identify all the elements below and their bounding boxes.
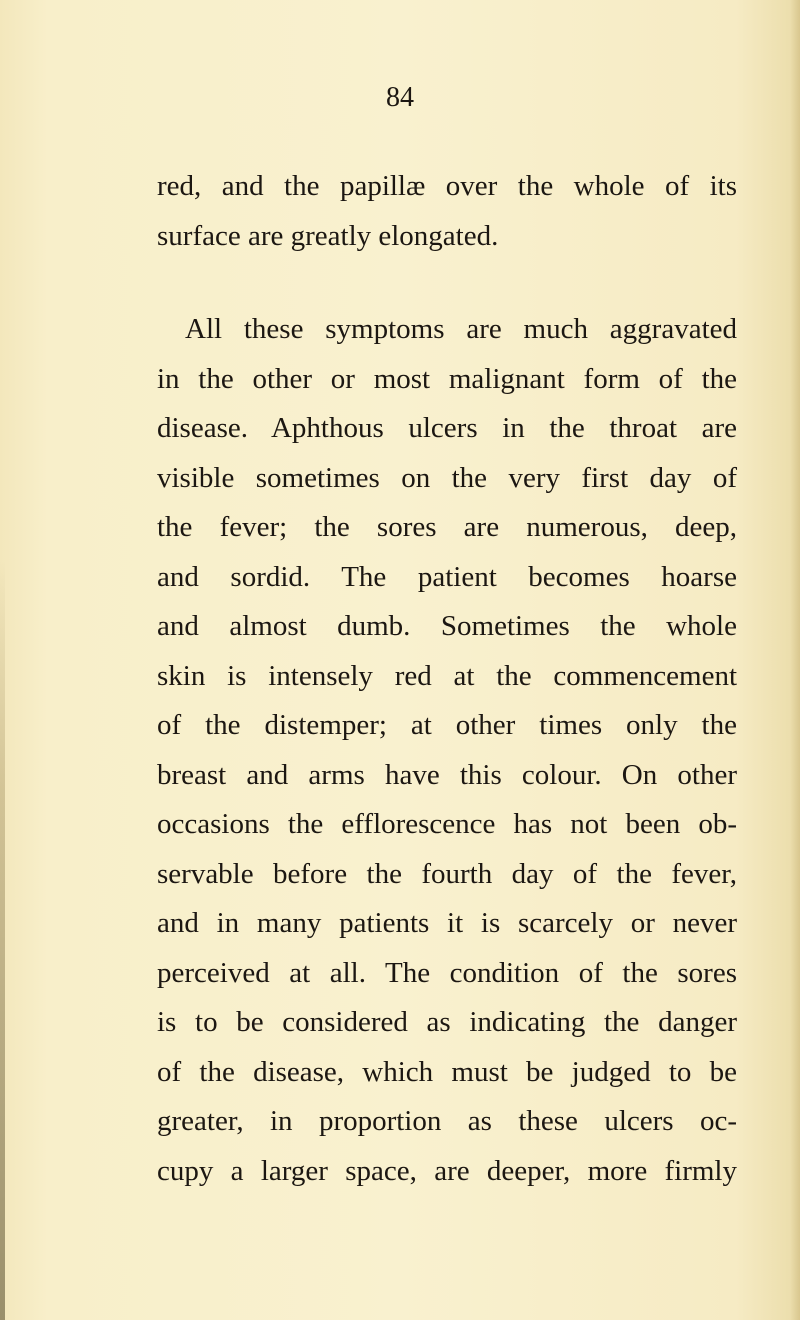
text-line: and almost dumb. Sometimes the whole xyxy=(157,610,737,642)
text-line: visible sometimes on the very first day of xyxy=(157,461,737,494)
text-line: servable before the fourth day of the fever, xyxy=(157,857,737,890)
text-line: skin is intensely red at the commencement xyxy=(157,659,737,692)
body-text xyxy=(157,162,737,1196)
page-binding-edge xyxy=(0,560,5,1320)
text-line: disease. Aphthous ulcers in the throat are xyxy=(157,412,737,444)
text-line: is to be considered as indicating the danger xyxy=(157,1006,737,1038)
text-line: of the disease, which must be judged to be xyxy=(157,1055,737,1088)
text-line: in the other or most malignant form of the xyxy=(157,362,737,395)
page-number: 84 xyxy=(386,82,414,113)
text-line: surface are greatly elongated. xyxy=(157,219,499,252)
text-line: perceived at all. The condition of the sores xyxy=(157,956,737,989)
text-line: red, and the papillæ over the whole of its xyxy=(157,170,737,202)
paragraph-1 xyxy=(157,162,737,261)
text-line: greater, in proportion as these ulcers oc- xyxy=(157,1105,737,1137)
text-line: the fever; the sores are numerous, deep, xyxy=(157,511,737,543)
text-line: and in many patients it is scarcely or never xyxy=(157,907,737,939)
text-line: All these symptoms are much aggravated xyxy=(185,313,737,345)
paragraph-2 xyxy=(157,305,737,1196)
text-line: breast and arms have this colour. On other xyxy=(157,758,737,791)
text-line: occasions the efflorescence has not been ob- xyxy=(157,808,737,840)
paragraph-gap xyxy=(157,261,737,305)
text-line: of the distemper; at other times only the xyxy=(157,709,737,741)
text-line: cupy a larger space, are deeper, more firmly xyxy=(157,1154,737,1187)
text-line: and sordid. The patient becomes hoarse xyxy=(157,560,737,593)
page-outer-edge xyxy=(790,0,800,1320)
